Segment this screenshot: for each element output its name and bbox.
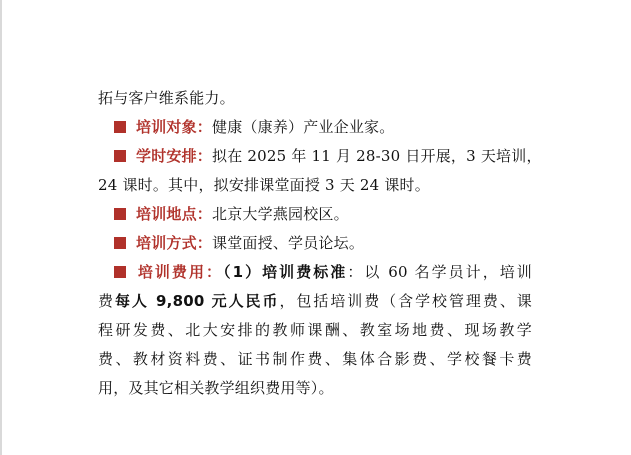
location-text: 北京大学燕园校区。 xyxy=(212,205,349,223)
fee-line4: 费、教材资料费、证书制作费、集体合影费、学校餐卡费 xyxy=(98,350,532,368)
fee-standard-label: （1）培训费标准 xyxy=(223,263,348,281)
document-body xyxy=(98,84,542,403)
fee-standard-text: ：以 60 名学员计，培训 xyxy=(347,263,532,281)
audience-label: 培训对象： xyxy=(136,118,213,136)
intro-continuation: 拓与客户维系能力。 xyxy=(98,89,235,107)
item-audience xyxy=(98,113,532,142)
item-method xyxy=(98,229,532,258)
fee-line2 xyxy=(98,287,532,316)
fee-line5: 用，及其它相关教学组织费用等）。 xyxy=(98,379,334,397)
item-schedule xyxy=(98,142,542,171)
schedule-text-line1: 拟在 2025 年 11 月 28-30 日开展，3 天培训， xyxy=(212,147,542,165)
fee-price: 每人 9,800 元人民币 xyxy=(114,292,280,310)
square-bullet-icon xyxy=(114,237,126,249)
method-text: 课堂面授、学员论坛。 xyxy=(212,234,365,252)
schedule-label: 学时安排： xyxy=(136,147,213,165)
fee-line2-suffix: ，包括培训费（含学校管理费、课 xyxy=(279,292,532,310)
page-left-border xyxy=(0,0,2,455)
fee-line2-prefix: 费 xyxy=(98,292,115,310)
location-label: 培训地点： xyxy=(136,205,213,223)
square-bullet-icon xyxy=(114,208,126,220)
square-bullet-icon xyxy=(114,150,126,162)
square-bullet-icon xyxy=(114,266,126,278)
square-bullet-icon xyxy=(114,121,126,133)
schedule-text-line2: 24 课时。其中，拟安排课堂面授 3 天 24 课时。 xyxy=(98,176,430,194)
method-label: 培训方式： xyxy=(136,234,213,252)
item-fee xyxy=(98,258,532,287)
fee-line3: 程研发费、北大安排的教师课酬、教室场地费、现场教学 xyxy=(98,321,532,339)
audience-text: 健康（康养）产业企业家。 xyxy=(212,118,395,136)
fee-label: 培训费用： xyxy=(136,263,224,281)
item-location xyxy=(98,200,532,229)
